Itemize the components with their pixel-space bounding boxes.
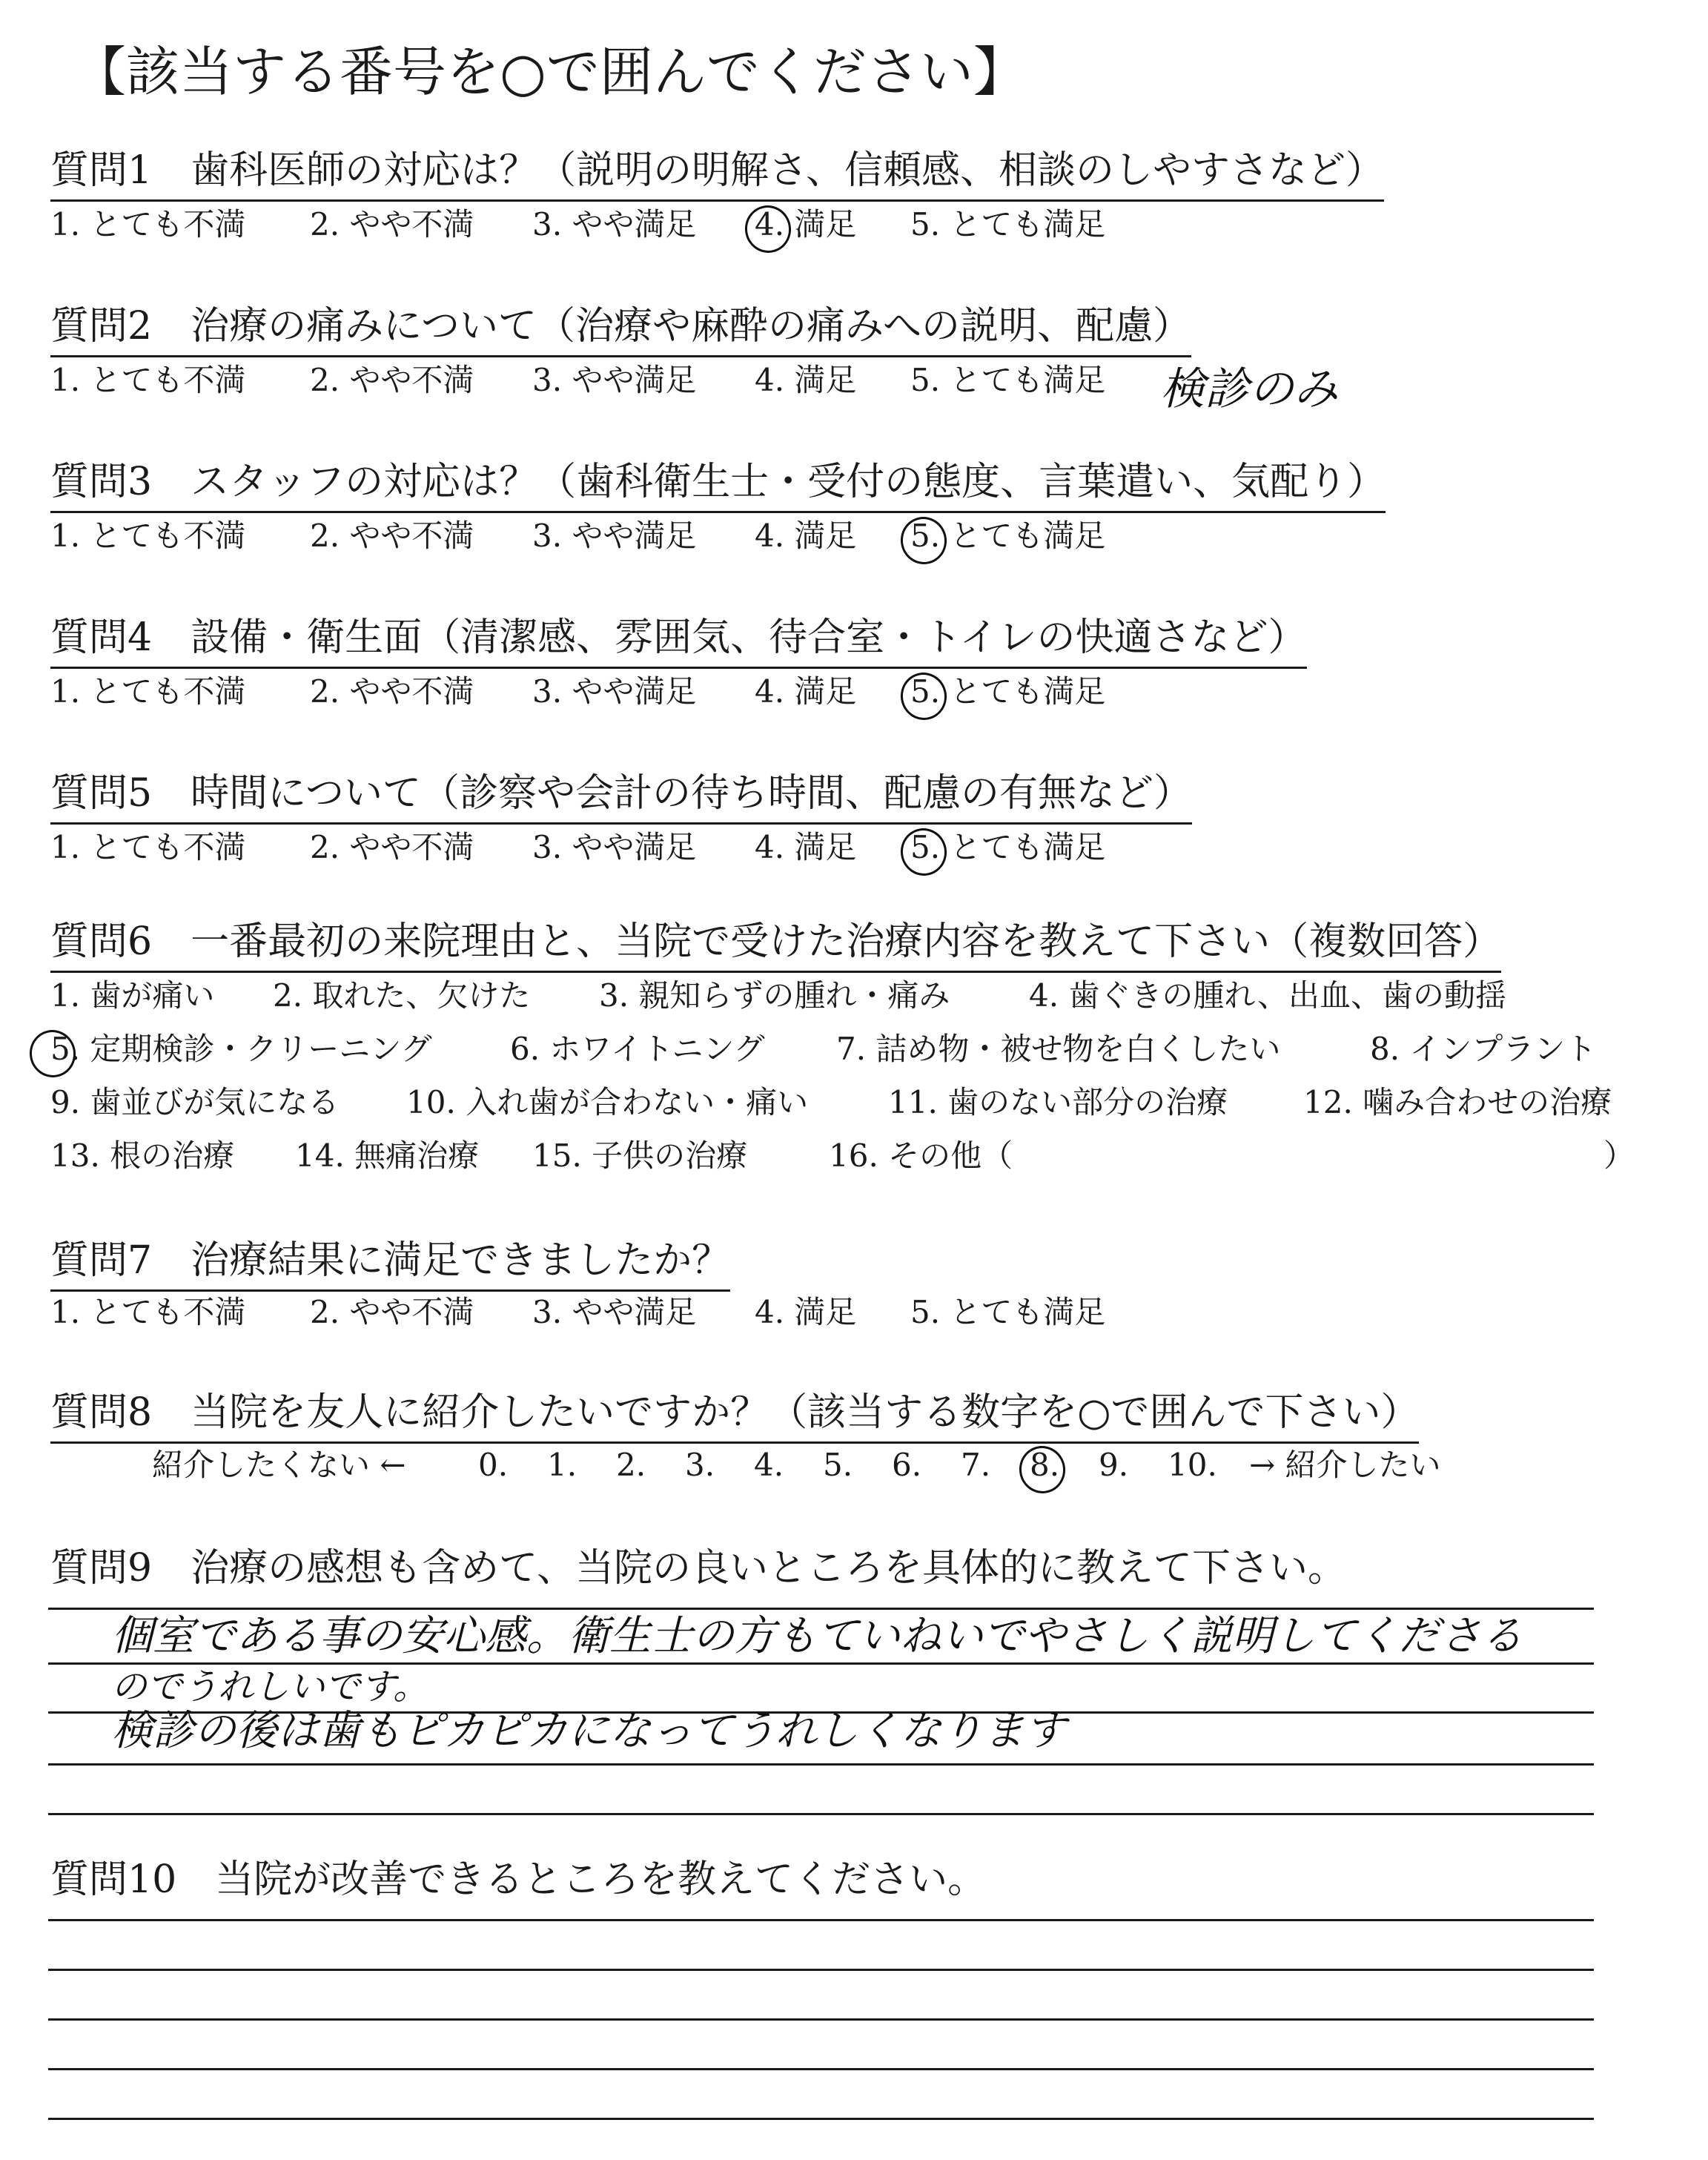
q4-option-2[interactable]: 2. やや不満: [310, 673, 474, 710]
q8-option-5[interactable]: 5.: [823, 1447, 853, 1483]
q6-option-6[interactable]: 6. ホワイトニング: [510, 1031, 765, 1067]
question-2-options: [50, 360, 1237, 404]
q2-option-5[interactable]: 5. とても満足: [910, 362, 1106, 398]
q10-answer-line-1: [48, 1919, 1594, 1921]
q3-option-4[interactable]: 4. 満足: [755, 518, 857, 554]
q2-option-3[interactable]: 3. やや満足: [532, 362, 697, 398]
q10-answer-line-5: [48, 2118, 1594, 2120]
q6-option-16[interactable]: 16. その他（: [829, 1137, 1013, 1174]
q10-answer-line-3: [48, 2018, 1594, 2021]
q6-option-5[interactable]: 5. 定期検診・クリーニング: [50, 1031, 432, 1067]
question-5-heading: 質問5 時間について（診察や会計の待ち時間、配慮の有無など）: [50, 767, 1192, 825]
q1-option-5[interactable]: 5. とても満足: [910, 206, 1106, 242]
question-6-heading: 質問6 一番最初の来院理由と、当院で受けた治療内容を教えて下さい（複数回答）: [50, 916, 1501, 973]
question-5-options: [50, 827, 1237, 871]
q8-scale-high-label: → 紹介したい: [1249, 1447, 1441, 1483]
q2-option-4[interactable]: 4. 満足: [755, 362, 857, 398]
q7-option-5[interactable]: 5. とても満足: [910, 1294, 1106, 1330]
q5-option-1[interactable]: 1. とても不満: [50, 829, 246, 865]
question-7-heading: 質問7 治療結果に満足できましたか？: [50, 1235, 730, 1292]
q1-option-4[interactable]: 4. 満足: [755, 206, 857, 242]
q8-option-3[interactable]: 3.: [685, 1447, 715, 1483]
question-1-heading: 質問1 歯科医師の対応は？（説明の明解さ、信頼感、相談のしやすさなど）: [50, 145, 1384, 202]
question-1-options: [50, 204, 1237, 248]
q6-option-8[interactable]: 8. インプラント: [1370, 1031, 1597, 1067]
question-8-heading: 質問8 当院を友人に紹介したいですか？（該当する数字を○で囲んで下さい）: [50, 1387, 1419, 1444]
q5-option-5[interactable]: 5. とても満足: [910, 829, 1106, 865]
q8-option-10[interactable]: 10.: [1168, 1447, 1217, 1483]
q9-answer-line-4: [48, 1763, 1594, 1766]
q6-option-14[interactable]: 14. 無痛治療: [295, 1137, 480, 1174]
question-2-heading: 質問2 治療の痛みについて（治療や麻酔の痛みへの説明、配慮）: [50, 300, 1191, 357]
q8-option-1[interactable]: 1.: [547, 1447, 577, 1483]
q8-scale-low-label: 紹介したくない ←: [152, 1447, 406, 1483]
q10-answer-line-2: [48, 1969, 1594, 1971]
q1-option-1[interactable]: 1. とても不満: [50, 206, 246, 242]
q6-option-10[interactable]: 10. 入れ歯が合わない・痛い: [406, 1084, 809, 1120]
q7-option-2[interactable]: 2. やや不満: [310, 1294, 474, 1330]
question-8-scale: [152, 1444, 1560, 1489]
q9-answer-line-1: [48, 1608, 1594, 1610]
q6-option-13[interactable]: 13. 根の治療: [50, 1137, 235, 1174]
q6-option-15[interactable]: 15. 子供の治療: [532, 1137, 748, 1174]
q3-option-3[interactable]: 3. やや満足: [532, 518, 697, 554]
q6-option-4[interactable]: 4. 歯ぐきの腫れ、出血、歯の動揺: [1029, 977, 1506, 1014]
q6-option-3[interactable]: 3. 親知らずの腫れ・痛み: [599, 977, 950, 1014]
q8-option-8[interactable]: 8.: [1030, 1447, 1060, 1483]
q3-option-1[interactable]: 1. とても不満: [50, 518, 246, 554]
q3-option-5[interactable]: 5. とても満足: [910, 518, 1106, 554]
question-3-heading: 質問3 スタッフの対応は？（歯科衛生士・受付の態度、言葉遣い、気配り）: [50, 456, 1386, 513]
q2-handwritten-note: 検診のみ: [1160, 363, 1338, 415]
q4-option-3[interactable]: 3. やや満足: [532, 673, 697, 710]
q5-option-2[interactable]: 2. やや不満: [310, 829, 474, 865]
q9-answer-handwriting-1: 個室である事の安心感。衛生士の方もていねいでやさしく説明してくださる: [111, 1612, 1523, 1660]
q6-option-12[interactable]: 12. 噛み合わせの治療: [1303, 1084, 1612, 1120]
q9-answer-handwriting-2: のでうれしいです。: [111, 1666, 429, 1708]
q8-option-2[interactable]: 2.: [616, 1447, 646, 1483]
q4-option-4[interactable]: 4. 満足: [755, 673, 857, 710]
q1-option-2[interactable]: 2. やや不満: [310, 206, 474, 242]
q4-option-5[interactable]: 5. とても満足: [910, 673, 1106, 710]
q8-option-7[interactable]: 7.: [961, 1447, 991, 1483]
q9-answer-handwriting-3: 検診の後は歯もピカピカになってうれしくなります: [111, 1707, 1066, 1755]
page-title: 【該当する番号を○で囲んでください】: [73, 41, 1027, 103]
question-6-options: [50, 975, 1652, 1198]
q9-answer-line-5: [48, 1813, 1594, 1815]
q6-option-1[interactable]: 1. 歯が痛い: [50, 977, 215, 1014]
q1-option-3[interactable]: 3. やや満足: [532, 206, 697, 242]
q3-option-2[interactable]: 2. やや不満: [310, 518, 474, 554]
q8-option-9[interactable]: 9.: [1099, 1447, 1129, 1483]
q6-option-7[interactable]: 7. 詰め物・被せ物を白くしたい: [836, 1031, 1281, 1067]
question-4-heading: 質問4 設備・衛生面（清潔感、雰囲気、待合室・トイレの快適さなど）: [50, 612, 1307, 669]
q6-option-2[interactable]: 2. 取れた、欠けた: [273, 977, 531, 1014]
q5-option-4[interactable]: 4. 満足: [755, 829, 857, 865]
q8-selection-circle: [1015, 1441, 1070, 1497]
q6-option-11[interactable]: 11. 歯のない部分の治療: [888, 1084, 1228, 1120]
question-4-options: [50, 671, 1237, 716]
q10-answer-line-4: [48, 2068, 1594, 2070]
q6-option-9[interactable]: 9. 歯並びが気になる: [50, 1084, 340, 1120]
question-3-options: [50, 515, 1237, 560]
q7-option-1[interactable]: 1. とても不満: [50, 1294, 246, 1330]
question-7-options: [50, 1292, 1237, 1336]
q5-option-3[interactable]: 3. やや満足: [532, 829, 697, 865]
q2-option-2[interactable]: 2. やや不満: [310, 362, 474, 398]
q7-option-4[interactable]: 4. 満足: [755, 1294, 857, 1330]
q8-option-4[interactable]: 4.: [754, 1447, 784, 1483]
q2-option-1[interactable]: 1. とても不満: [50, 362, 246, 398]
q7-option-3[interactable]: 3. やや満足: [532, 1294, 697, 1330]
q4-option-1[interactable]: 1. とても不満: [50, 673, 246, 710]
q6-option-16-close-paren: ）: [1603, 1137, 1635, 1174]
question-9-heading: 質問9 治療の感想も含めて、当院の良いところを具体的に教えて下さい。: [50, 1546, 1347, 1591]
q8-option-0[interactable]: 0.: [478, 1447, 509, 1483]
question-10-heading: 質問10 当院が改善できるところを教えてください。: [50, 1857, 987, 1902]
q8-option-6[interactable]: 6.: [892, 1447, 922, 1483]
